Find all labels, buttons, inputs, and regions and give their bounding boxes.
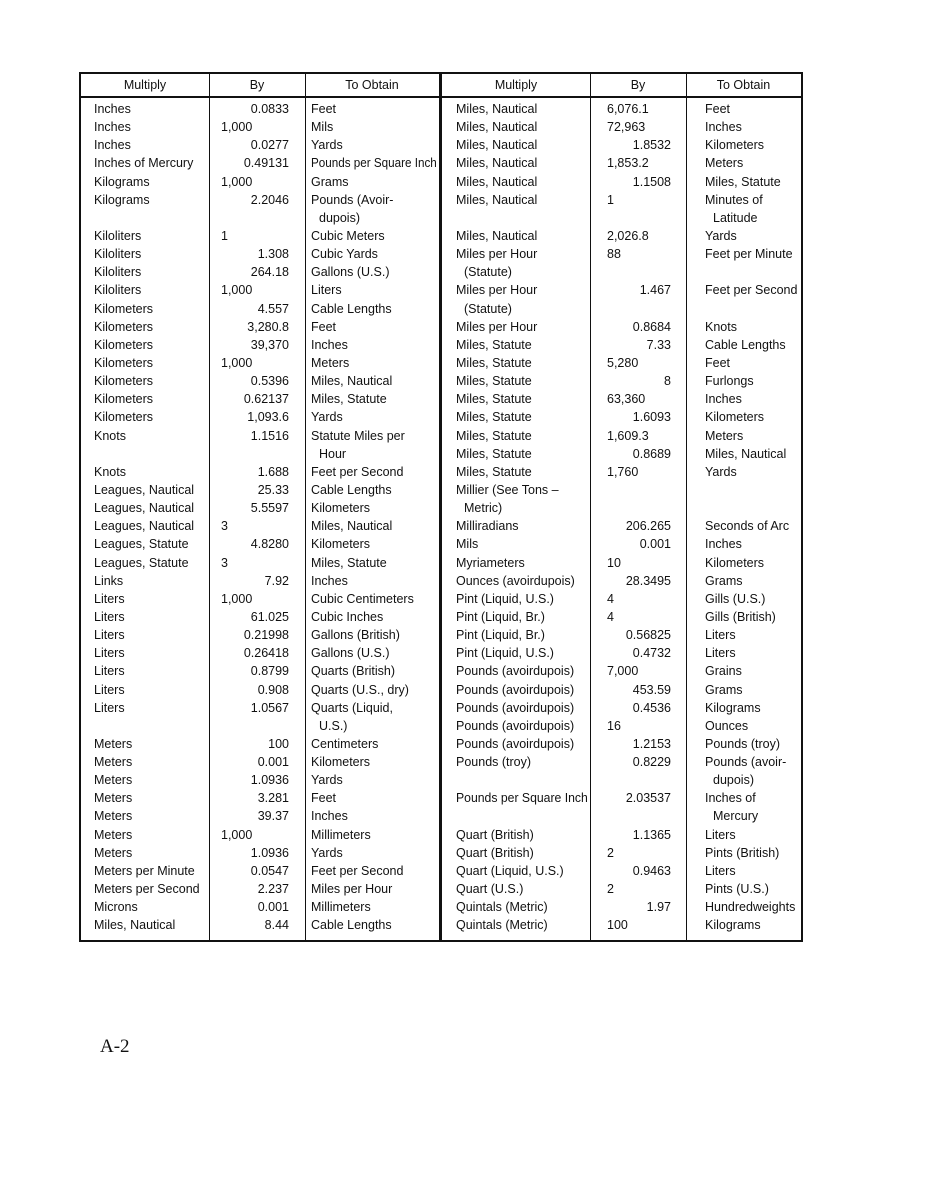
right-obtain-cell: Latitude [713, 210, 758, 225]
right-multiply-cell: Miles, Statute [456, 428, 532, 443]
column-divider [209, 74, 210, 940]
left-obtain-cell: Grams [311, 174, 349, 189]
right-obtain-cell: Kilometers [705, 138, 765, 153]
right-multiply-cell: Quart (British) [456, 827, 534, 842]
left-by-cell: 1.1516 [250, 428, 289, 443]
left-multiply-cell: Kiloliters [94, 228, 142, 243]
right-obtain-cell: Liters [705, 646, 736, 661]
right-multiply-cell: Pounds (troy) [456, 755, 532, 770]
left-obtain-cell: Kilometers [311, 501, 371, 516]
left-by-cell: 61.025 [250, 609, 289, 624]
left-multiply-cell: Kilograms [94, 174, 150, 189]
left-by-cell: 1.0567 [250, 700, 289, 715]
left-by-cell: 1 [221, 228, 228, 243]
right-obtain-cell: Ounces [705, 718, 749, 733]
right-obtain-cell [705, 263, 801, 281]
right-multiply-cell: Miles, Nautical [456, 174, 538, 189]
right-by-cell: 0.8684 [632, 319, 671, 334]
left-multiply-cell: Leagues, Nautical [94, 519, 195, 534]
left-obtain-cell: Yards [311, 773, 343, 788]
left-obtain-cell: Miles per Hour [311, 882, 393, 897]
right-by-cell: 63,360 [607, 392, 646, 407]
left-obtain-cell: Feet per Second [311, 464, 404, 479]
left-multiply-cell: Meters [94, 809, 133, 824]
right-by-cell: 8 [664, 374, 671, 389]
right-multiply-cell: Miles, Statute [456, 337, 532, 352]
left-by-cell: 1,000 [221, 827, 253, 842]
header-by-left: By [249, 78, 265, 92]
left-by-cell: 39.37 [257, 809, 289, 824]
right-obtain-cell: Hundredweights [705, 900, 796, 915]
left-obtain-cell: Pounds per Square Inch [311, 156, 437, 171]
right-by-cell: 1.8532 [632, 138, 671, 153]
right-by-cell: 0.56825 [625, 628, 671, 643]
left-multiply-cell: Inches [94, 138, 131, 153]
right-obtain-cell: Liters [705, 827, 736, 842]
page-number: A-2 [100, 1036, 130, 1057]
left-obtain-cell: Miles, Statute [311, 555, 387, 570]
right-by-cell: 1.467 [639, 283, 671, 298]
right-multiply-cell: Miles, Statute [456, 355, 532, 370]
left-obtain-cell: Miles, Statute [311, 392, 387, 407]
right-obtain-cell: Feet per Minute [705, 247, 793, 262]
left-multiply-cell: Meters per Minute [94, 863, 195, 878]
left-obtain-cell: U.S.) [319, 718, 348, 733]
right-by-cell: 0.4732 [632, 646, 671, 661]
right-by-cell [607, 481, 671, 499]
right-by-cell: 0.4536 [632, 700, 671, 715]
left-by-cell: 4.8280 [250, 537, 289, 552]
right-multiply-cell: Miles per Hour [456, 247, 538, 262]
left-by-cell: 3 [221, 519, 228, 534]
left-by-cell: 2.2046 [250, 192, 289, 207]
right-multiply-cell: Pint (Liquid, Br.) [456, 609, 545, 624]
right-by-cell [607, 209, 671, 227]
left-multiply-cell: Knots [94, 428, 126, 443]
conversion-table [79, 72, 803, 942]
right-obtain-cell: Yards [705, 228, 737, 243]
left-obtain-cell: Gallons (British) [311, 628, 400, 643]
left-multiply-cell: Miles, Nautical [94, 918, 176, 933]
right-by-cell: 10 [607, 555, 621, 570]
right-obtain-cell: Grams [705, 682, 743, 697]
column-divider [590, 74, 591, 940]
left-obtain-cell: Mils [311, 120, 334, 135]
right-by-cell: 206.265 [625, 519, 671, 534]
right-multiply-cell: Ounces (avoirdupois) [456, 573, 575, 588]
right-multiply-cell: Miles, Nautical [456, 192, 538, 207]
right-obtain-cell: Meters [705, 156, 744, 171]
right-obtain-cell: Grains [705, 664, 742, 679]
left-by-cell: 0.49131 [243, 156, 289, 171]
left-multiply-cell: Liters [94, 609, 125, 624]
right-multiply-cell: Millier (See Tons – [456, 482, 559, 497]
right-by-cell: 2 [607, 845, 614, 860]
left-obtain-cell: Kilometers [311, 537, 371, 552]
right-multiply-cell: Miles, Statute [456, 464, 532, 479]
left-multiply-cell: Kilometers [94, 319, 154, 334]
right-multiply-cell: Miles, Statute [456, 392, 532, 407]
right-multiply-cell: Miles, Statute [456, 410, 532, 425]
left-by-cell: 0.5396 [250, 374, 289, 389]
left-multiply-cell [94, 717, 206, 735]
left-multiply-cell: Kilometers [94, 392, 154, 407]
left-multiply-cell: Kilometers [94, 374, 154, 389]
right-multiply-cell [456, 771, 588, 789]
right-by-cell: 7,000 [607, 664, 639, 679]
right-obtain-cell: Inches [705, 120, 742, 135]
left-obtain-column [311, 100, 437, 934]
left-obtain-cell: Cable Lengths [311, 301, 392, 316]
right-multiply-cell: Pint (Liquid, Br.) [456, 628, 545, 643]
right-by-cell: 7.33 [646, 337, 671, 352]
left-by-cell: 3 [221, 555, 228, 570]
right-obtain-cell: Liters [705, 863, 736, 878]
right-multiply-cell: Pounds (avoirdupois) [456, 718, 575, 733]
right-multiply-cell: Milliradians [456, 519, 519, 534]
left-obtain-cell: Cubic Centimeters [311, 591, 414, 606]
left-by-cell: 1,000 [221, 120, 253, 135]
right-obtain-cell: Gills (U.S.) [705, 591, 766, 606]
header-obtain-right: To Obtain [716, 78, 771, 92]
right-multiply-cell: Quintals (Metric) [456, 918, 548, 933]
left-by-cell: 3.281 [257, 791, 289, 806]
left-obtain-cell: Inches [311, 337, 348, 352]
left-obtain-cell: Inches [311, 573, 348, 588]
left-by-cell: 0.21998 [243, 628, 289, 643]
left-obtain-cell: dupois) [319, 210, 360, 225]
left-multiply-cell: Kilometers [94, 337, 154, 352]
right-multiply-cell: Miles, Nautical [456, 156, 538, 171]
left-obtain-cell: Meters [311, 355, 350, 370]
right-obtain-cell: Kilograms [705, 700, 761, 715]
left-obtain-cell: Quarts (U.S., dry) [311, 682, 409, 697]
right-multiply-cell: Miles, Nautical [456, 102, 538, 116]
right-by-cell [607, 771, 671, 789]
right-multiply-cell: Miles, Nautical [456, 228, 538, 243]
left-obtain-cell: Gallons (U.S.) [311, 646, 390, 661]
right-by-cell: 1.2153 [632, 736, 671, 751]
right-obtain-cell: Kilometers [705, 555, 765, 570]
left-obtain-cell: Cubic Yards [311, 247, 378, 262]
left-by-cell: 0.001 [257, 900, 289, 915]
right-obtain-cell: Gills (British) [705, 609, 776, 624]
left-multiply-cell: Microns [94, 900, 138, 915]
right-by-cell: 16 [607, 718, 621, 733]
right-multiply-cell: Pint (Liquid, U.S.) [456, 591, 554, 606]
left-obtain-cell: Feet [311, 791, 337, 806]
left-by-cell: 2.237 [257, 882, 289, 897]
left-obtain-cell: Statute Miles per [311, 428, 405, 443]
right-by-column [607, 100, 671, 934]
right-multiply-cell: Quintals (Metric) [456, 900, 548, 915]
right-by-cell: 0.8689 [632, 446, 671, 461]
left-obtain-cell: Feet per Second [311, 863, 404, 878]
left-by-cell: 39,370 [250, 337, 289, 352]
left-multiply-cell: Inches [94, 120, 131, 135]
left-obtain-cell: Kilometers [311, 755, 371, 770]
left-obtain-cell: Cubic Meters [311, 228, 385, 243]
left-multiply-cell: Leagues, Statute [94, 555, 189, 570]
left-by-cell: 3,280.8 [247, 319, 289, 334]
right-obtain-cell: Cable Lengths [705, 337, 786, 352]
right-by-cell: 72,963 [607, 120, 646, 135]
left-multiply-cell: Liters [94, 700, 125, 715]
right-obtain-cell: Yards [705, 464, 737, 479]
left-by-cell: 1.0936 [250, 773, 289, 788]
left-multiply-cell: Links [94, 573, 124, 588]
left-multiply-cell: Meters [94, 773, 133, 788]
right-multiply-cell [456, 209, 588, 227]
left-multiply-cell: Inches [94, 102, 131, 116]
left-by-cell: 7.92 [264, 573, 289, 588]
right-obtain-cell: Seconds of Arc [705, 519, 790, 534]
column-divider [305, 74, 306, 940]
right-multiply-cell: Miles per Hour [456, 319, 538, 334]
right-by-cell: 2 [607, 882, 614, 897]
left-obtain-cell: Hour [319, 446, 347, 461]
right-obtain-cell: Kilograms [705, 918, 761, 933]
right-by-cell [607, 300, 671, 318]
right-obtain-cell: Mercury [713, 809, 759, 824]
right-obtain-cell: Furlongs [705, 374, 754, 389]
left-multiply-cell: Meters [94, 755, 133, 770]
left-by-cell: 1.688 [257, 464, 289, 479]
right-multiply-cell: Miles, Statute [456, 446, 532, 461]
column-divider [686, 74, 687, 940]
right-multiply-cell: Myriameters [456, 555, 525, 570]
left-multiply-cell: Meters [94, 791, 133, 806]
left-obtain-cell: Feet [311, 319, 337, 334]
left-obtain-cell: Liters [311, 283, 342, 298]
left-multiply-cell: Leagues, Nautical [94, 501, 195, 516]
right-by-cell: 2,026.8 [607, 228, 649, 243]
left-multiply-cell: Kiloliters [94, 265, 142, 280]
right-obtain-cell: Feet [705, 355, 731, 370]
right-by-cell: 1.6093 [632, 410, 671, 425]
header-multiply-right: Multiply [494, 78, 538, 92]
left-multiply-cell: Inches of Mercury [94, 156, 194, 171]
left-obtain-cell: Miles, Nautical [311, 374, 393, 389]
right-multiply-cell: Pounds (avoirdupois) [456, 736, 575, 751]
right-by-cell: 2.03537 [625, 791, 671, 806]
left-multiply-cell: Liters [94, 646, 125, 661]
right-by-cell: 88 [607, 247, 621, 262]
right-by-cell [607, 499, 671, 517]
right-multiply-cell: Quart (Liquid, U.S.) [456, 863, 564, 878]
right-multiply-cell: Pounds per Square Inch [456, 791, 588, 806]
left-by-cell: 0.0833 [250, 102, 289, 116]
left-multiply-cell: Liters [94, 628, 125, 643]
right-multiply-cell: Quart (U.S.) [456, 882, 524, 897]
right-by-cell: 1,760 [607, 464, 639, 479]
left-multiply-cell: Leagues, Nautical [94, 482, 195, 497]
right-multiply-column [456, 100, 588, 934]
left-by-cell [221, 445, 289, 463]
right-by-cell: 1 [607, 192, 614, 207]
left-obtain-cell: Gallons (U.S.) [311, 265, 390, 280]
right-obtain-cell [705, 481, 801, 499]
left-obtain-cell: Yards [311, 410, 343, 425]
right-obtain-cell: Meters [705, 428, 744, 443]
left-by-cell: 5.5597 [250, 501, 289, 516]
right-obtain-cell: Inches [705, 537, 742, 552]
left-multiply-cell: Liters [94, 591, 125, 606]
right-obtain-cell: Knots [705, 319, 737, 334]
right-obtain-cell: Minutes of [705, 192, 763, 207]
left-multiply-cell [94, 209, 206, 227]
left-obtain-cell: Centimeters [311, 736, 379, 751]
right-by-cell: 4 [607, 609, 614, 624]
left-obtain-cell: Yards [311, 138, 343, 153]
right-obtain-cell: Kilometers [705, 410, 765, 425]
right-multiply-cell: Pounds (avoirdupois) [456, 682, 575, 697]
left-multiply-cell: Meters [94, 827, 133, 842]
right-obtain-cell: Pints (British) [705, 845, 780, 860]
left-by-cell: 1,000 [221, 174, 253, 189]
left-by-column [221, 100, 289, 934]
right-multiply-cell: Miles, Statute [456, 374, 532, 389]
left-by-cell: 25.33 [257, 482, 289, 497]
left-multiply-cell: Meters [94, 845, 133, 860]
right-multiply-cell: Miles, Nautical [456, 138, 538, 153]
right-multiply-cell: Metric) [464, 501, 503, 516]
right-multiply-cell: Pounds (avoirdupois) [456, 700, 575, 715]
right-by-cell: 6,076.1 [607, 102, 649, 116]
left-multiply-cell: Kilograms [94, 192, 150, 207]
left-obtain-cell: Cable Lengths [311, 482, 392, 497]
left-by-cell: 0.26418 [243, 646, 289, 661]
left-multiply-cell: Leagues, Statute [94, 537, 189, 552]
left-multiply-column [94, 100, 206, 934]
center-divider [439, 74, 442, 940]
left-by-cell: 264.18 [250, 265, 289, 280]
left-obtain-cell: Feet [311, 102, 337, 116]
left-obtain-cell: Yards [311, 845, 343, 860]
right-by-cell [607, 263, 671, 281]
right-by-cell: 28.3495 [625, 573, 671, 588]
header-by-right: By [630, 78, 646, 92]
left-by-cell: 8.44 [264, 918, 289, 933]
right-obtain-cell: Miles, Nautical [705, 446, 787, 461]
right-multiply-cell: Quart (British) [456, 845, 534, 860]
right-by-cell: 0.9463 [632, 863, 671, 878]
right-obtain-cell: Inches of [705, 791, 756, 806]
left-obtain-cell: Miles, Nautical [311, 519, 393, 534]
left-by-cell: 1,093.6 [247, 410, 289, 425]
left-by-cell [221, 209, 289, 227]
right-obtain-cell: Inches [705, 392, 742, 407]
left-by-cell: 4.557 [257, 301, 289, 316]
right-by-cell: 5,280 [607, 355, 639, 370]
right-multiply-cell: Miles per Hour [456, 283, 538, 298]
left-multiply-cell: Kilometers [94, 301, 154, 316]
right-multiply-cell [456, 807, 588, 825]
left-multiply-cell: Kilometers [94, 355, 154, 370]
left-obtain-cell: Cable Lengths [311, 918, 392, 933]
right-obtain-cell: Liters [705, 628, 736, 643]
right-by-cell: 1.97 [646, 900, 671, 915]
right-by-cell: 0.8229 [632, 755, 671, 770]
right-by-cell: 1,853.2 [607, 156, 649, 171]
right-multiply-cell: Mils [456, 537, 479, 552]
right-obtain-cell [705, 300, 801, 318]
left-obtain-cell: Inches [311, 809, 348, 824]
right-by-cell: 4 [607, 591, 614, 606]
left-by-cell: 1,000 [221, 591, 253, 606]
right-multiply-cell: (Statute) [464, 265, 512, 280]
right-obtain-cell: Feet [705, 102, 731, 116]
right-obtain-cell: Pounds (troy) [705, 736, 781, 751]
right-obtain-cell: Pints (U.S.) [705, 882, 769, 897]
right-multiply-cell: Pounds (avoirdupois) [456, 664, 575, 679]
right-multiply-cell: (Statute) [464, 301, 512, 316]
left-by-cell: 0.8799 [250, 664, 289, 679]
right-multiply-cell: Miles, Nautical [456, 120, 538, 135]
left-by-cell: 1,000 [221, 283, 253, 298]
right-obtain-cell: Pounds (avoir- [705, 755, 787, 770]
left-obtain-cell: Pounds (Avoir- [311, 192, 394, 207]
left-multiply-cell: Meters [94, 736, 133, 751]
left-multiply-cell: Liters [94, 664, 125, 679]
right-by-cell: 1.1365 [632, 827, 671, 842]
left-by-cell: 1.308 [257, 247, 289, 262]
header-multiply-left: Multiply [123, 78, 167, 92]
left-by-cell: 0.908 [257, 682, 289, 697]
right-obtain-column [705, 100, 801, 934]
right-multiply-cell: Pint (Liquid, U.S.) [456, 646, 554, 661]
left-by-cell: 0.001 [257, 755, 289, 770]
left-by-cell [221, 717, 289, 735]
left-multiply-cell: Kilometers [94, 410, 154, 425]
left-by-cell: 1,000 [221, 355, 253, 370]
right-obtain-cell: Feet per Second [705, 283, 798, 298]
right-obtain-cell [705, 499, 801, 517]
right-by-cell: 1,609.3 [607, 428, 649, 443]
left-multiply-cell: Meters per Second [94, 882, 200, 897]
left-by-cell: 0.62137 [243, 392, 289, 407]
left-obtain-cell: Quarts (Liquid, [311, 700, 393, 715]
right-by-cell: 1.1508 [632, 174, 671, 189]
right-by-cell: 100 [607, 918, 628, 933]
left-by-cell: 1.0936 [250, 845, 289, 860]
left-obtain-cell: Quarts (British) [311, 664, 396, 679]
right-by-cell [607, 807, 671, 825]
left-multiply-cell: Kiloliters [94, 283, 142, 298]
left-multiply-cell: Liters [94, 682, 125, 697]
header-obtain-left: To Obtain [345, 78, 399, 92]
right-by-cell: 453.59 [632, 682, 671, 697]
right-obtain-cell: Miles, Statute [705, 174, 781, 189]
left-by-cell: 100 [268, 736, 289, 751]
left-multiply-cell: Kiloliters [94, 247, 142, 262]
left-obtain-cell: Millimeters [311, 827, 371, 842]
right-by-cell: 0.001 [639, 537, 671, 552]
left-multiply-cell: Knots [94, 464, 126, 479]
left-multiply-cell [94, 445, 206, 463]
right-obtain-cell: Grams [705, 573, 743, 588]
left-obtain-cell: Millimeters [311, 900, 371, 915]
left-by-cell: 0.0547 [250, 863, 289, 878]
left-obtain-cell: Cubic Inches [311, 609, 384, 624]
left-by-cell: 0.0277 [250, 138, 289, 153]
right-obtain-cell: dupois) [713, 773, 754, 788]
